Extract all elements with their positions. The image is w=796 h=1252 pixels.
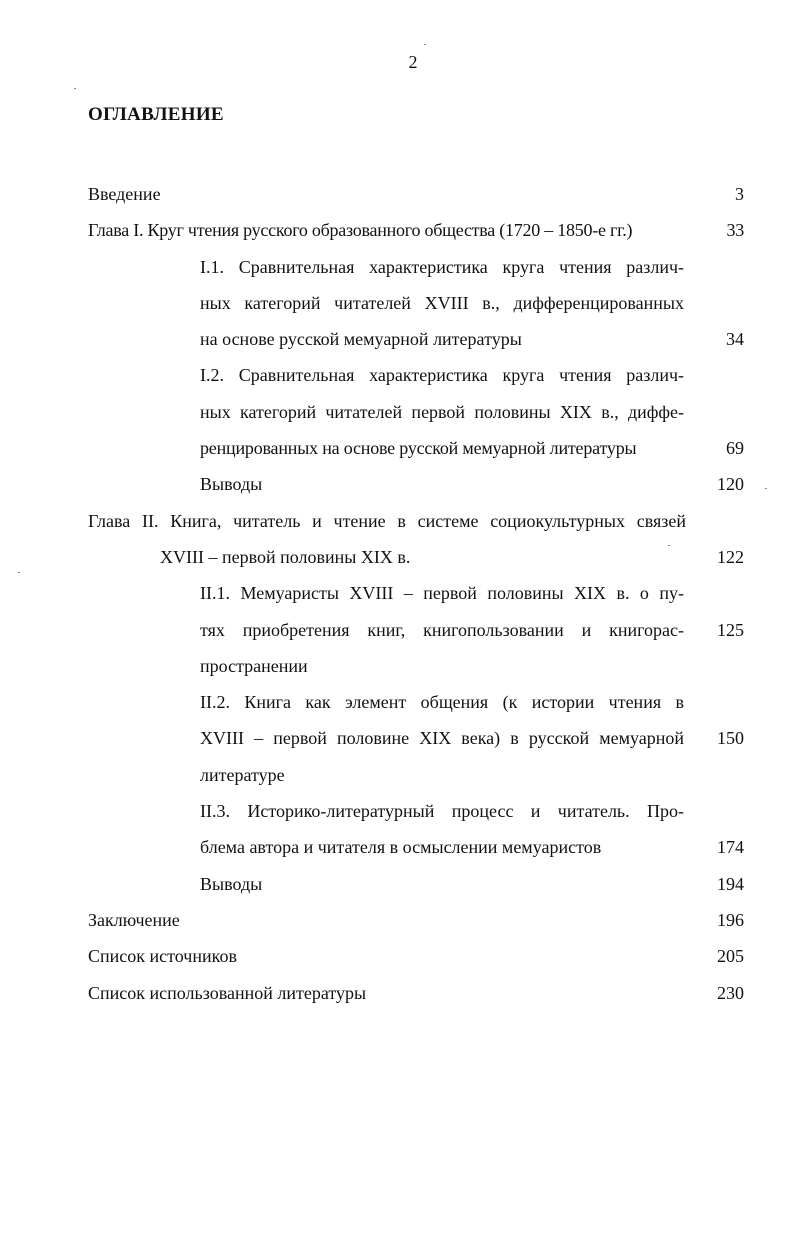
toc-entry-line: на основе русской мемуарной литературы [200,329,522,350]
toc-entry-section-2-2 [88,684,744,793]
toc-entry-text: Выводы [200,873,263,894]
toc-entry-section-1-1 [88,249,744,358]
toc-entry-chapter-1 [88,212,744,248]
toc-page-ref: 33 [726,220,744,241]
toc-page-ref: 194 [717,873,744,894]
toc-entry-text: Заключение [88,909,180,930]
toc-entry-line: ных категорий читателей XVIII в., дифференцированных [200,292,684,313]
toc-entry-conclusions-2 [88,866,744,902]
toc-entry-line: XVIII – первой половине XIX века) в русской мемуарной [200,728,684,749]
toc-page-ref: 174 [717,837,744,858]
toc-entry-section-1-2 [88,357,744,466]
scan-speck [74,88,76,89]
toc-page-ref: 69 [726,438,744,459]
toc-entry-line: тях приобретения книг, книгопользовании и книгорас- [200,619,684,640]
toc-entry-line: I.1. Сравнительная характеристика круга чтения различ- [200,256,684,277]
toc-entry-line: Глава II. Книга, читатель и чтение в системе социокультурных связей [88,510,686,531]
toc-entry-line: II.3. Историко-литературный процесс и читатель. Про- [200,801,684,822]
toc-entry-line: ных категорий читателей первой половины XIX в., диффе- [200,401,684,422]
scan-speck [424,44,426,45]
toc-entry-section-2-3 [88,793,744,866]
toc-entry-text: Введение [88,184,161,204]
toc-entry-bibliography [88,975,744,1011]
toc-entry-text: Глава I. Круг чтения русского образованного общества (1720 – 1850-е гг.) [88,220,633,241]
toc-entry-sources [88,938,744,974]
toc-page-ref: 3 [735,184,744,204]
toc-page-ref: 120 [717,474,744,495]
toc-page-ref: 205 [717,946,744,967]
toc-page-ref: 125 [717,619,744,640]
scan-speck [765,488,767,489]
toc-page-ref: 34 [726,329,744,350]
toc-entry-chapter-2 [88,503,744,576]
toc-entry-line: I.2. Сравнительная характеристика круга чтения различ- [200,365,684,386]
toc-entry-line: пространении [200,655,308,676]
scan-speck [18,572,20,573]
scan-speck [668,545,670,546]
toc-entry-introduction [88,176,744,212]
toc-entry-line: XVIII – первой половины XIX в. [160,546,411,567]
toc-entry-conclusion [88,902,744,938]
toc-entry-text: Список использованной литературы [88,982,367,1003]
table-of-contents [88,176,744,1011]
toc-entry-conclusions-1 [88,466,744,502]
toc-page-ref: 196 [717,909,744,930]
toc-entry-line: II.1. Мемуаристы XVIII – первой половины XIX в. о пу- [200,583,684,604]
toc-entry-text: Выводы [200,474,263,495]
toc-title: ОГЛАВЛЕНИЕ [88,104,224,125]
toc-entry-line: литературе [200,764,285,785]
toc-entry-line: ренцированных на основе русской мемуарной литературы [200,438,637,459]
toc-entry-line: II.2. Книга как элемент общения (к истории чтения в [200,692,684,713]
toc-page-ref: 230 [717,982,744,1003]
toc-entry-line: блема автора и читателя в осмыслении мемуаристов [200,837,602,858]
toc-page-ref: 150 [717,728,744,749]
page-number: 2 [408,52,418,72]
toc-entry-text: Список источников [88,946,237,967]
toc-entry-section-2-1 [88,575,744,684]
toc-page-ref: 122 [717,546,744,567]
